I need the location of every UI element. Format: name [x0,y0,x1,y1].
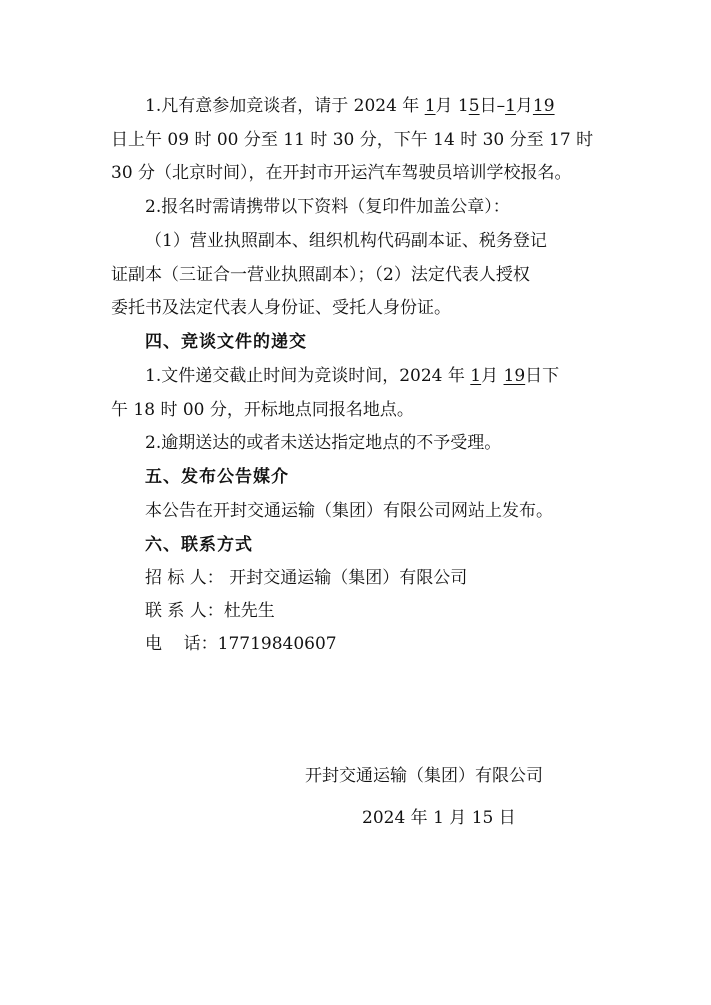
phone-value: 17719840607 [217,634,337,654]
submission-day: 19 [503,366,526,386]
tenderer-value: 开封交通运输（集团）有限公司 [229,568,468,588]
para-materials-line-2: 证副本（三证合一营业执照副本）；（2）法定代表人授权 [111,265,530,285]
publication-media-text: 本公告在开封交通运输（集团）有限公司网站上发布。 [145,501,553,521]
reg-text-c: 日– [479,96,506,116]
para-materials-intro: 2.报名时需请携带以下资料（复印件加盖公章）： [145,197,510,217]
reg-text-a: 1.凡有意参加竞谈者，请于 2024 年 [145,96,420,116]
para-registration-line-2: 日上午 09 时 00 分至 11 时 30 分，下午 14 时 30 分至 17 时 [111,130,594,150]
contact-value: 杜先生 [223,601,275,621]
contact-label: 联 系 人： [145,601,224,621]
reg-start-day-digit: 5 [468,96,480,116]
para-materials-line-1: （1）营业执照副本、组织机构代码副本证、税务登记 [145,231,547,251]
submission-late-note: 2.逾期送达的或者未送达指定地点的不予受理。 [145,433,502,453]
reg-end-month: 1 [505,96,516,116]
para-registration-line-1 [145,96,555,116]
submission-text-c: 日下 [525,366,560,386]
phone-row [145,634,337,654]
reg-text-b: 月 1 [435,96,469,116]
tenderer-row [145,568,467,588]
section-6-heading: 六、联系方式 [145,535,253,555]
reg-text-d: 月 [515,96,533,116]
phone-label: 电 话： [145,634,218,654]
submission-text-a: 1.文件递交截止时间为竞谈时间，2024 年 [145,366,465,386]
reg-start-month: 1 [424,96,436,116]
reg-end-day: 19 [532,96,555,116]
signature-company: 开封交通运输（集团）有限公司 [305,766,543,786]
signature-date: 2024 年 1 月 15 日 [362,808,516,828]
contact-row [145,601,275,621]
section-4-heading: 四、竞谈文件的递交 [145,332,307,352]
submission-text-b: 月 [481,366,499,386]
submission-line-2: 午 18 时 00 分，开标地点同报名地点。 [111,400,414,420]
submission-month: 1 [470,366,482,386]
section-5-heading: 五、发布公告媒介 [145,467,289,487]
tenderer-label: 招 标 人： [145,568,224,588]
para-registration-line-3: 30 分（北京时间），在开封市开运汽车驾驶员培训学校报名。 [111,163,572,183]
para-materials-line-3: 委托书及法定代表人身份证、受托人身份证。 [111,298,451,318]
submission-line-1 [145,366,559,386]
